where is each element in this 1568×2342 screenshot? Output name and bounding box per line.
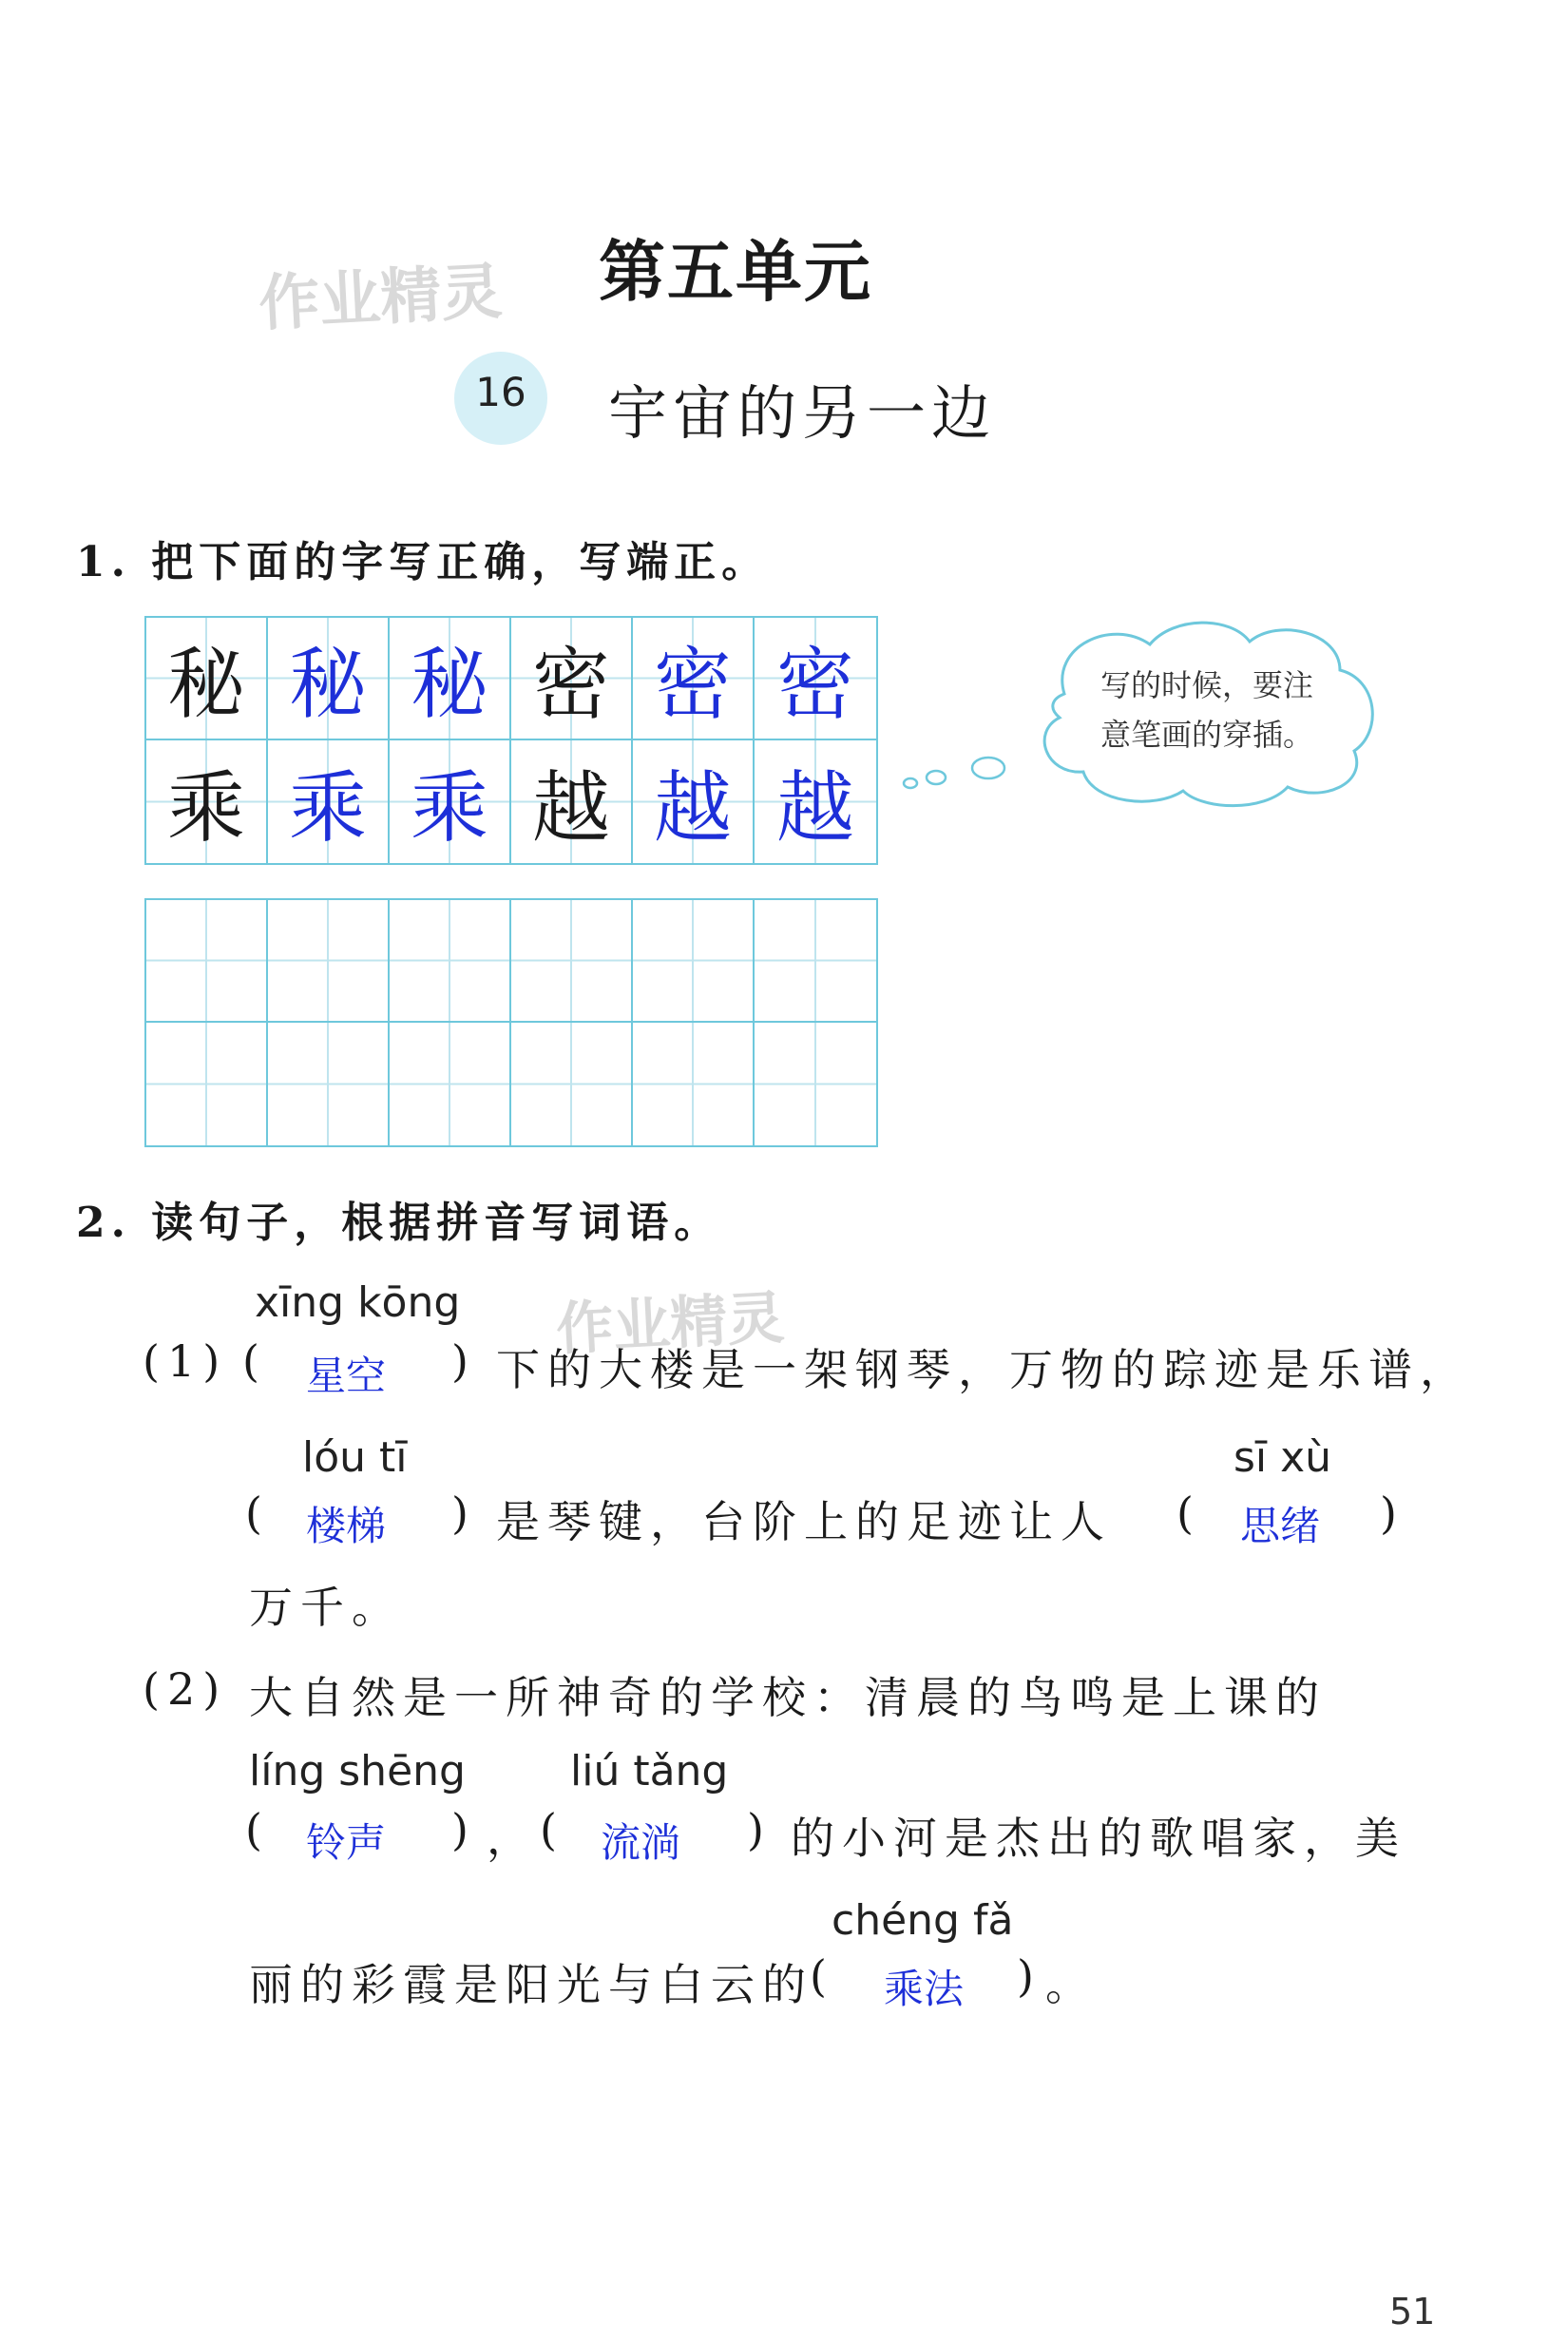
grid-cell <box>633 740 755 863</box>
answer-paren-left: ( <box>540 1804 557 1855</box>
practice-cell[interactable] <box>511 900 633 1023</box>
unit-title: 第五单元 <box>599 232 872 311</box>
lesson-title: 宇宙的另一边 <box>608 378 997 448</box>
practice-cell[interactable] <box>633 1023 755 1145</box>
answer-blank[interactable]: 乘法 <box>884 1966 965 2012</box>
sentence-text: 丽的彩霞是阳光与白云的 <box>249 1959 813 2010</box>
sentence-number: (1) <box>143 1335 228 1387</box>
question-2-heading: 2. 读句子，根据拼音写词语。 <box>76 1199 722 1247</box>
lesson-number: 16 <box>475 369 526 415</box>
model-character: 密 <box>531 640 610 730</box>
writing-tip-line: 意笔画的穿插。 <box>1100 717 1313 753</box>
writing-tip-line: 写的时候，要注 <box>1100 667 1313 703</box>
written-character: 越 <box>775 763 854 854</box>
sentence-number: (2) <box>143 1663 228 1715</box>
grid-cell <box>755 740 876 863</box>
written-character: 乘 <box>288 763 367 854</box>
practice-cell[interactable] <box>511 1023 633 1145</box>
sentence-text: 的小河是杰出的歌唱家，美 <box>791 1813 1406 1864</box>
answer-blank[interactable]: 思绪 <box>1240 1503 1321 1549</box>
model-character: 乘 <box>166 763 245 854</box>
practice-cell[interactable] <box>755 900 876 1023</box>
grid-cell <box>146 740 268 863</box>
pinyin-hint: líng shēng <box>249 1747 466 1795</box>
sentence-text: 下的大楼是一架钢琴，万物的踪迹是乐谱， <box>496 1344 1471 1395</box>
grid-cell <box>268 618 390 740</box>
practice-grid[interactable] <box>144 898 878 1147</box>
practice-cell[interactable] <box>146 900 268 1023</box>
practice-cell[interactable] <box>268 1023 390 1145</box>
sentence-text: 大自然是一所神奇的学校：清晨的鸟鸣是上课的 <box>249 1672 1327 1723</box>
answer-paren-left: ( <box>810 1950 827 2002</box>
comma: ， <box>487 1813 530 1864</box>
writing-tip <box>1036 661 1378 759</box>
answer-paren-right: ) <box>747 1804 764 1855</box>
grid-cell <box>511 740 633 863</box>
written-character: 越 <box>653 763 732 854</box>
written-character: 密 <box>653 640 732 730</box>
written-character: 乘 <box>410 763 488 854</box>
model-character: 秘 <box>166 640 245 730</box>
model-character-grid <box>144 616 878 865</box>
answer-paren-left: ( <box>245 1804 262 1855</box>
watermark: 作业精灵 <box>554 1284 786 1364</box>
watermark: 作业精灵 <box>257 257 505 340</box>
practice-cell[interactable] <box>390 1023 511 1145</box>
practice-cell[interactable] <box>633 900 755 1023</box>
grid-cell <box>146 618 268 740</box>
grid-cell <box>755 618 876 740</box>
grid-cell <box>268 740 390 863</box>
answer-blank[interactable]: 楼梯 <box>306 1503 387 1549</box>
pinyin-hint: sī xù <box>1233 1433 1332 1482</box>
question-1-heading: 1. 把下面的字写正确，写端正。 <box>76 538 770 586</box>
answer-blank[interactable]: 铃声 <box>306 1819 387 1866</box>
written-character: 密 <box>775 640 854 730</box>
pinyin-hint: xīng kōng <box>255 1278 461 1327</box>
answer-paren-right: ) <box>451 1804 468 1855</box>
sentence-text: 是琴键，台阶上的足迹让人 <box>496 1496 1112 1547</box>
answer-paren-right: ) <box>451 1335 468 1387</box>
grid-cell <box>633 618 755 740</box>
answer-blank[interactable]: 流淌 <box>601 1819 681 1866</box>
page-number: 51 <box>1389 2291 1436 2332</box>
practice-cell[interactable] <box>268 900 390 1023</box>
written-character: 秘 <box>288 640 367 730</box>
answer-blank[interactable]: 星空 <box>306 1353 387 1399</box>
grid-cell <box>390 618 511 740</box>
answer-paren-right: ) <box>1380 1488 1397 1539</box>
sentence-end-punct: 。 <box>1045 1959 1097 2010</box>
answer-paren-right: ) <box>451 1488 468 1539</box>
pinyin-hint: liú tǎng <box>570 1747 729 1795</box>
sentence-text: 万千。 <box>249 1582 403 1633</box>
pinyin-hint: lóu tī <box>302 1433 408 1482</box>
written-character: 秘 <box>410 640 488 730</box>
grid-cell <box>511 618 633 740</box>
pinyin-hint: chéng fǎ <box>832 1896 1014 1945</box>
answer-paren-left: ( <box>245 1488 262 1539</box>
practice-cell[interactable] <box>390 900 511 1023</box>
practice-cell[interactable] <box>755 1023 876 1145</box>
grid-cell <box>390 740 511 863</box>
answer-paren-left: ( <box>242 1335 259 1387</box>
model-character: 越 <box>531 763 610 854</box>
answer-paren-left: ( <box>1176 1488 1194 1539</box>
practice-cell[interactable] <box>146 1023 268 1145</box>
answer-paren-right: ) <box>1017 1950 1034 2002</box>
